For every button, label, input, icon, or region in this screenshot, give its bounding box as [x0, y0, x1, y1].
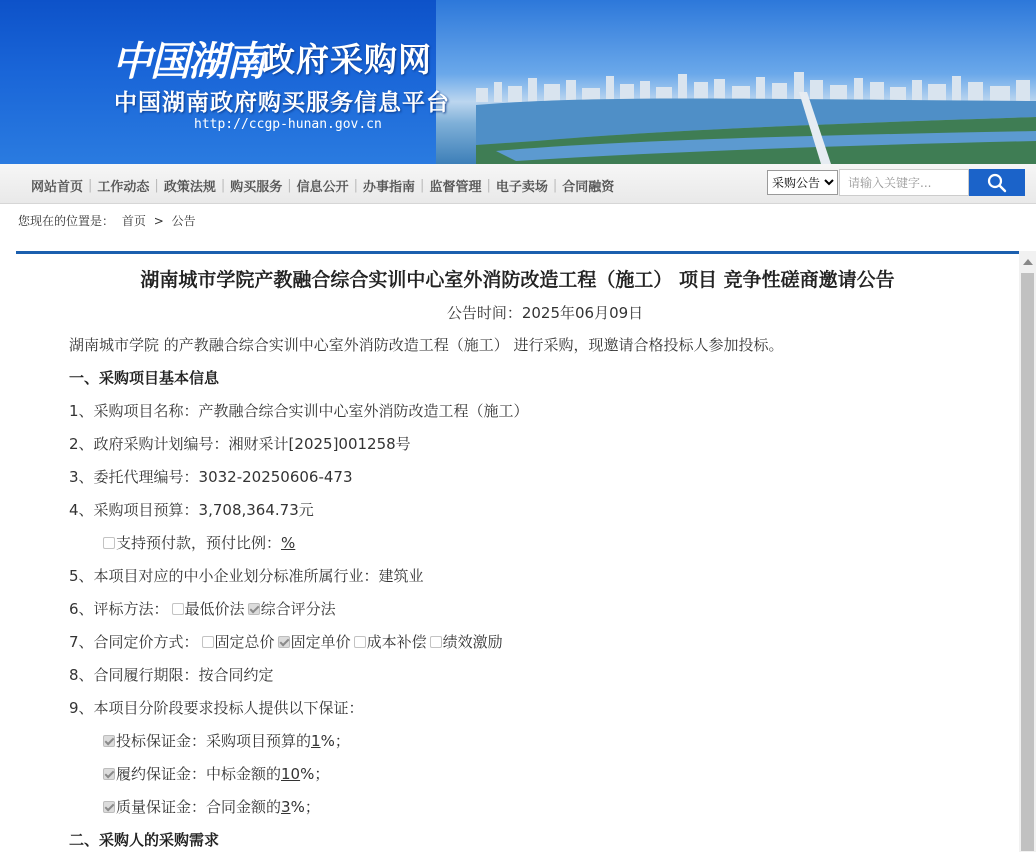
bid-bond-label: 投标保证金：采购项目预算的 — [116, 732, 312, 750]
nav-item — [28, 176, 94, 195]
bridge-image — [791, 92, 831, 164]
nav-separator: | — [287, 178, 292, 193]
nav-list — [28, 176, 619, 195]
nav-item — [559, 176, 619, 195]
performance-bond-label: 履约保证金：中标金额的 — [116, 765, 282, 783]
item-project-name: 1、采购项目名称：产教融合综合实训中心室外消防改造工程（施工） — [69, 402, 529, 420]
prepay-ratio: % — [281, 533, 296, 552]
performance-bond-row — [100, 763, 329, 784]
bid-bond-value: 1 — [311, 731, 321, 750]
quality-bond-value: 3 — [281, 797, 291, 816]
nav-separator: | — [420, 178, 425, 193]
prepay-label: 支持预付款，预付比例： — [116, 534, 282, 552]
nav-link[interactable]: 政策法规 — [163, 180, 216, 195]
performance-bond-unit: %； — [300, 765, 330, 783]
search-icon — [987, 173, 1007, 193]
search-bar — [767, 169, 1025, 196]
bid-bond-row — [100, 730, 350, 751]
section-heading: 二、采购人的采购需求 — [69, 831, 220, 849]
breadcrumb — [18, 212, 200, 229]
fixed-total-label: 固定总价 — [214, 633, 275, 651]
nav-separator: | — [552, 178, 558, 193]
nav-item — [426, 176, 492, 195]
item-budget: 4、采购项目预算：3,708,364.73元 — [69, 501, 314, 519]
item-plan-number: 2、政府采购计划编号：湘财采计[2025]001258号 — [69, 435, 411, 453]
search-button[interactable] — [969, 169, 1025, 196]
item-industry: 5、本项目对应的中小企业划分标准所属行业：建筑业 — [69, 567, 424, 585]
comprehensive-score-label: 综合评分法 — [260, 600, 336, 618]
breadcrumb-current: 公告 — [171, 214, 196, 228]
nav-link[interactable]: 合同融资 — [562, 180, 615, 195]
lowest-price-checkbox[interactable] — [172, 603, 184, 615]
article-title: 湖南城市学院产教融合综合实训中心室外消防改造工程（施工） 项目 竞争性磋商邀请公告 — [140, 269, 895, 291]
nav-link[interactable]: 购买服务 — [230, 180, 283, 195]
chevron-right-icon: > — [153, 214, 164, 228]
logo-title: 政府采购网 — [262, 40, 432, 79]
nav-item — [360, 176, 426, 195]
quality-bond-label: 质量保证金：合同金额的 — [116, 798, 282, 816]
site-url: http://ccgp-hunan.gov.cn — [194, 117, 382, 132]
eval-method-row — [69, 598, 336, 619]
lowest-price-label: 最低价法 — [184, 600, 245, 618]
performance-bond-checkbox[interactable] — [103, 768, 115, 780]
bid-bond-unit: %； — [320, 732, 350, 750]
site-banner — [0, 0, 1036, 164]
search-category-select[interactable] — [767, 170, 838, 195]
item-agency-number: 3、委托代理编号：3032-20250606-473 — [69, 468, 353, 486]
bid-bond-checkbox[interactable] — [103, 735, 115, 747]
breadcrumb-label: 您现在的位置是： — [18, 214, 115, 228]
section-heading: 一、采购项目基本信息 — [69, 369, 220, 387]
nav-item — [227, 176, 293, 195]
publish-time: 公告时间：2025年06月09日 — [446, 304, 644, 322]
performance-bond-value: 10 — [281, 764, 301, 783]
incentive-label: 绩效激励 — [442, 633, 503, 651]
nav-separator: | — [353, 178, 359, 193]
cost-plus-checkbox[interactable] — [354, 636, 366, 648]
pricing-method-row — [69, 631, 503, 652]
eval-method-label: 6、评标方法： — [69, 600, 169, 618]
nav-link[interactable]: 监督管理 — [429, 180, 482, 195]
quality-bond-row — [100, 796, 320, 817]
search-input[interactable] — [839, 169, 969, 196]
nav-item — [294, 176, 360, 195]
fixed-unit-label: 固定单价 — [290, 633, 351, 651]
nav-link[interactable]: 办事指南 — [363, 180, 416, 195]
cost-plus-label: 成本补偿 — [366, 633, 427, 651]
logo-subtitle: 中国湖南政府购买服务信息平台 — [114, 90, 450, 116]
breadcrumb-home-link[interactable]: 首页 — [121, 214, 146, 228]
comprehensive-score-checkbox[interactable] — [248, 603, 260, 615]
nav-separator: | — [154, 178, 159, 193]
pricing-method-label: 7、合同定价方式： — [69, 633, 199, 651]
item-contract-period: 8、合同履行期限：按合同约定 — [69, 666, 274, 684]
article-panel — [16, 251, 1019, 852]
scrollbar-thumb[interactable] — [1021, 273, 1034, 851]
nav-link[interactable]: 电子卖场 — [495, 180, 548, 195]
nav-separator: | — [220, 178, 226, 193]
fixed-total-checkbox[interactable] — [202, 636, 214, 648]
quality-bond-unit: %； — [290, 798, 320, 816]
nav-separator: | — [486, 178, 491, 193]
quality-bond-checkbox[interactable] — [103, 801, 115, 813]
nav-link[interactable]: 信息公开 — [296, 180, 349, 195]
nav-item — [493, 176, 559, 195]
nav-link[interactable]: 网站首页 — [31, 180, 84, 195]
page-scrollbar[interactable] — [1019, 251, 1036, 852]
nav-link[interactable]: 工作动态 — [97, 180, 150, 195]
fixed-unit-checkbox[interactable] — [278, 636, 290, 648]
nav-separator: | — [88, 178, 93, 193]
river-image — [476, 95, 1036, 164]
item-guarantees: 9、本项目分阶段要求投标人提供以下保证： — [69, 699, 364, 717]
nav-item — [94, 176, 160, 195]
logo-calligraphy: 中国湖南 — [112, 38, 264, 85]
scroll-up-icon[interactable] — [1023, 259, 1033, 265]
nav-item — [161, 176, 227, 195]
prepay-checkbox[interactable] — [103, 537, 115, 549]
incentive-checkbox[interactable] — [430, 636, 442, 648]
intro-text: 湖南城市学院 的产教融合综合实训中心室外消防改造工程（施工） 进行采购，现邀请合格投标人参加投标。 — [69, 336, 784, 354]
prepay-row — [100, 532, 295, 553]
